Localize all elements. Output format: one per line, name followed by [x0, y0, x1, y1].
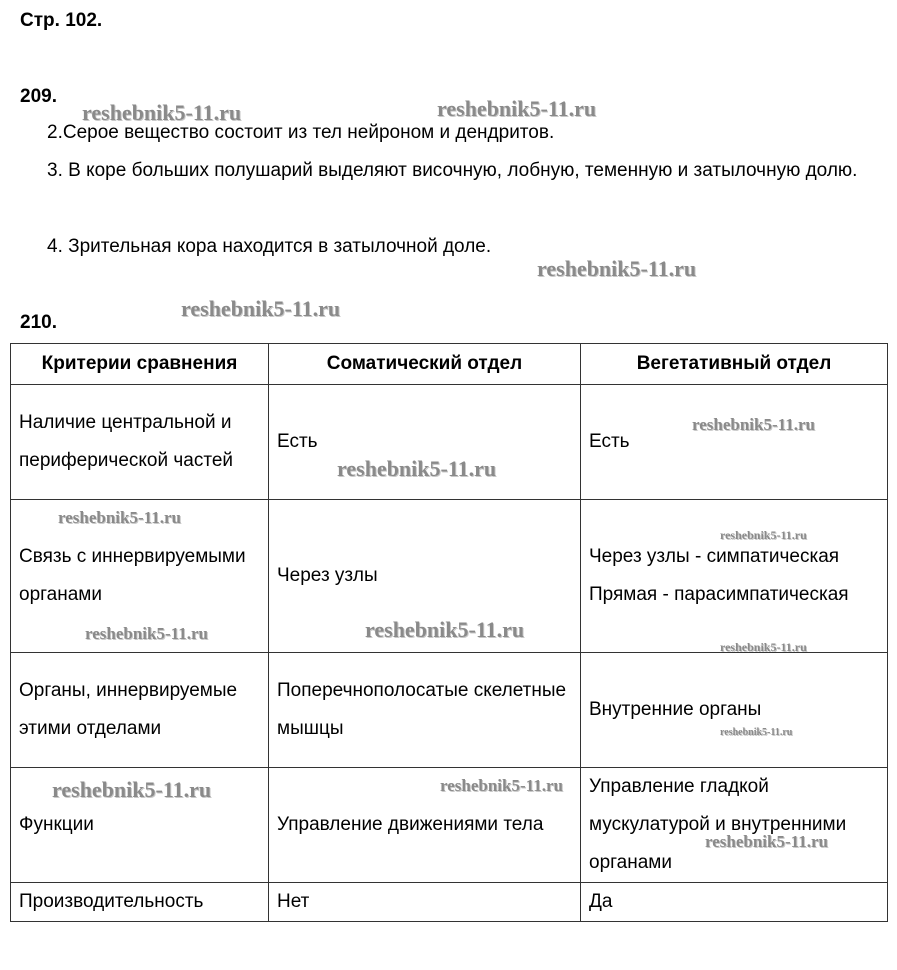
watermark: reshebnik5-11.ru	[720, 727, 793, 738]
table-cell: Связь с иннервируемыми органами	[11, 500, 269, 653]
watermark: reshebnik5-11.ru	[705, 832, 828, 851]
column-header-vegetative: Вегетативный отдел	[581, 344, 888, 385]
watermark: reshebnik5-11.ru	[82, 100, 242, 125]
watermark: reshebnik5-11.ru	[85, 624, 208, 643]
table-cell: Производительность	[11, 883, 269, 922]
watermark: reshebnik5-11.ru	[181, 296, 341, 321]
watermark: reshebnik5-11.ru	[720, 528, 807, 542]
table-cell: Есть	[581, 385, 888, 500]
table-cell: Нет	[269, 883, 581, 922]
table-cell: Поперечнополосатые скелетные мышцы	[269, 653, 581, 768]
watermark: reshebnik5-11.ru	[337, 456, 497, 481]
table-row	[11, 385, 888, 500]
table-cell: Есть	[269, 385, 581, 500]
exercise-209-item-4: 4. Зрительная кора находится в затылочной доле.	[47, 236, 492, 257]
watermark: reshebnik5-11.ru	[692, 415, 815, 434]
column-header-criteria: Критерии сравнения	[11, 344, 269, 385]
table-cell: Внутренние органы	[581, 653, 888, 768]
watermark: reshebnik5-11.ru	[437, 96, 597, 121]
table-row	[11, 883, 888, 922]
column-header-somatic: Соматический отдел	[269, 344, 581, 385]
page-label: Стр. 102.	[20, 10, 103, 31]
table-cell: Наличие центральной и периферической частей	[11, 385, 269, 500]
watermark: reshebnik5-11.ru	[720, 640, 807, 654]
exercise-210-number: 210.	[20, 312, 57, 333]
exercise-209-item-2: 2.Серое вещество состоит из тел нейроном и дендритов.	[47, 122, 555, 143]
watermark: reshebnik5-11.ru	[537, 256, 697, 281]
exercise-209-item-3: 3. В коре больших полушарий выделяют височную, лобную, теменную и затылочную долю.	[47, 160, 858, 181]
exercise-209-number: 209.	[20, 86, 57, 107]
watermark: reshebnik5-11.ru	[52, 777, 212, 802]
table-cell: Через узлы - симпатическая Прямая - парасимпатическая	[581, 500, 888, 653]
table-cell: Органы, иннервируемые этими отделами	[11, 653, 269, 768]
watermark: reshebnik5-11.ru	[58, 508, 181, 527]
table-cell: Функции	[11, 768, 269, 883]
table-row	[11, 653, 888, 768]
table-header-row	[11, 344, 888, 385]
watermark: reshebnik5-11.ru	[440, 776, 563, 795]
watermark: reshebnik5-11.ru	[365, 617, 525, 642]
table-cell: Через узлы	[269, 500, 581, 653]
table-cell: Да	[581, 883, 888, 922]
table-cell: Управление гладкой мускулатурой и внутренними органами	[581, 768, 888, 883]
table-cell: Управление движениями тела	[269, 768, 581, 883]
